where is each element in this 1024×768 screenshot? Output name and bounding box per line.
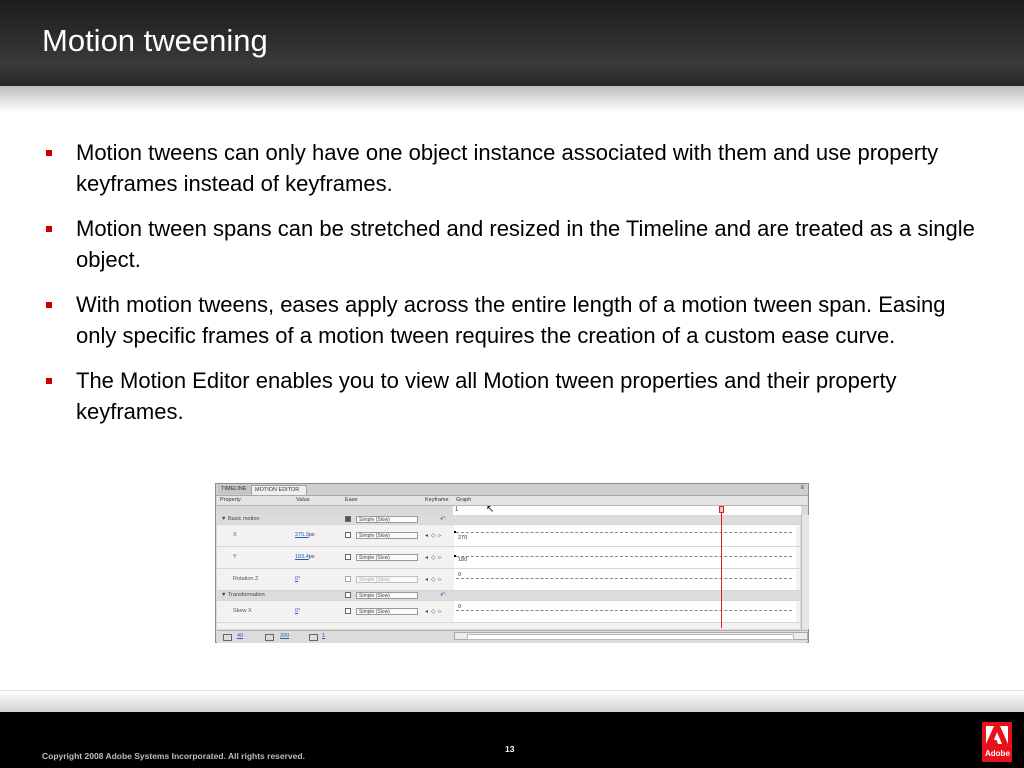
column-graph: Graph — [456, 497, 472, 503]
adobe-logo-mark-icon — [982, 722, 1012, 748]
keyframe-nav-icon[interactable]: ◂◇▹ — [425, 533, 445, 539]
property-row-x — [217, 525, 800, 547]
ease-dropdown[interactable]: Simple (Slow) — [356, 608, 418, 615]
property-value[interactable] — [295, 532, 315, 538]
graph-line — [456, 578, 792, 579]
value-unit: ° — [298, 576, 301, 582]
header-shadow — [0, 86, 1024, 112]
ease-dropdown[interactable]: Simple (Slow) — [356, 576, 418, 583]
horizontal-scrollbar[interactable] — [454, 632, 808, 640]
ease-checkbox[interactable] — [345, 554, 351, 560]
ease-dropdown[interactable]: Simple (Slow) — [356, 532, 418, 539]
frames-value[interactable]: 1 — [322, 633, 326, 639]
graph-value: 0 — [458, 604, 462, 610]
property-graph[interactable] — [454, 525, 796, 546]
property-label: Y — [233, 554, 237, 560]
motion-editor-panel — [215, 483, 809, 643]
value-number[interactable]: 0 — [295, 608, 299, 614]
bullet-text: With motion tweens, eases apply across the entire length of a motion tween span. Easing only specific frames of a motion tween requires the creation of a custom ease curve. — [76, 292, 946, 348]
property-label: Rotation Z — [233, 576, 259, 582]
panel-menu-icon[interactable]: ≡ — [800, 485, 804, 491]
graph-line — [456, 556, 792, 557]
value-number[interactable]: 275.3 — [295, 532, 309, 538]
column-ease: Ease — [345, 497, 358, 503]
bullet-marker — [46, 226, 52, 232]
property-graph[interactable] — [454, 569, 796, 590]
frames-icon — [309, 634, 318, 641]
property-graph[interactable] — [454, 601, 796, 622]
ease-checkbox[interactable] — [345, 592, 351, 598]
playhead-line — [721, 506, 722, 628]
ease-dropdown[interactable]: Simple (Slow) — [356, 516, 418, 523]
bullet-marker — [46, 378, 52, 384]
property-value[interactable] — [295, 576, 300, 582]
property-row-rotation-z — [217, 569, 800, 591]
playhead-handle[interactable] — [719, 506, 724, 513]
graph-line — [456, 610, 792, 611]
ease-checkbox[interactable] — [345, 516, 351, 522]
property-label: Skew X — [233, 608, 252, 614]
column-keyframe: Keyframe — [425, 497, 449, 503]
scrollbar-thumb[interactable] — [467, 634, 794, 640]
section-transformation[interactable] — [217, 591, 800, 601]
graph-value: 270 — [458, 535, 468, 541]
bullet-item — [46, 289, 986, 351]
vertical-scrollbar[interactable] — [801, 515, 809, 629]
footer-divider — [0, 690, 1024, 713]
editor-footer — [217, 630, 807, 643]
value-unit: px — [308, 532, 315, 538]
graph-value: 0 — [458, 572, 462, 578]
ease-checkbox[interactable] — [345, 532, 351, 538]
editor-tab-bar — [216, 484, 808, 496]
ease-checkbox[interactable] — [345, 608, 351, 614]
ease-dropdown[interactable]: Simple (Slow) — [356, 554, 418, 561]
graph-value: 180 — [458, 557, 468, 563]
page-number: 13 — [505, 744, 515, 754]
bullet-item — [46, 137, 986, 199]
ruler-frame-number: 1 — [455, 507, 459, 513]
value-unit: ° — [298, 608, 301, 614]
expanded-size-icon — [265, 634, 274, 641]
property-graph[interactable] — [454, 547, 796, 568]
column-value: Value — [296, 497, 310, 503]
bullet-item — [46, 365, 986, 427]
property-value[interactable] — [295, 608, 300, 614]
bullet-list — [46, 137, 986, 441]
column-property: Property — [220, 497, 241, 503]
value-number[interactable]: 0 — [295, 576, 299, 582]
reset-icon[interactable]: ↶ — [440, 516, 446, 523]
copyright-text: Copyright 2008 Adobe Systems Incorporated. All rights reserved. — [42, 751, 305, 761]
ease-checkbox[interactable] — [345, 576, 351, 582]
value-number[interactable]: 183.4 — [295, 554, 309, 560]
keyframe-nav-icon[interactable]: ◂◇▹ — [425, 609, 445, 615]
keyframe-nav-icon[interactable]: ◂◇▹ — [425, 577, 445, 583]
expanded-size-value[interactable]: 200 — [280, 633, 290, 639]
value-unit: px — [308, 554, 315, 560]
bullet-marker — [46, 302, 52, 308]
mouse-cursor-icon: ↖ — [486, 504, 495, 515]
property-row-y — [217, 547, 800, 569]
bullet-item — [46, 213, 986, 275]
section-basic-motion[interactable] — [217, 515, 800, 525]
property-rows — [217, 515, 800, 629]
bullet-text: Motion tweens can only have one object instance associated with them and use property keyframes instead of keyframes. — [76, 140, 939, 196]
bullet-text: The Motion Editor enables you to view all Motion tween properties and their property keyframes. — [76, 368, 897, 424]
section-label: ▼ Basic motion — [221, 516, 260, 522]
tab-timeline[interactable]: TIMELINE — [218, 485, 254, 494]
logo-text: Adobe — [985, 749, 1010, 758]
graph-line — [456, 532, 792, 533]
bullet-text: Motion tween spans can be stretched and resized in the Timeline and are treated as a single object. — [76, 216, 975, 272]
keyframe-nav-icon[interactable]: ◂◇▹ — [425, 555, 445, 561]
slide-title: Motion tweening — [42, 23, 268, 58]
property-value[interactable] — [295, 554, 315, 560]
ease-dropdown[interactable]: Simple (Slow) — [356, 592, 418, 599]
tab-motion-editor[interactable]: MOTION EDITOR — [251, 485, 307, 495]
column-header — [217, 496, 807, 506]
property-row-skew-x — [217, 601, 800, 623]
reset-icon[interactable]: ↶ — [440, 592, 446, 599]
graph-size-icon — [223, 634, 232, 641]
section-label: ▼ Transformation — [221, 592, 265, 598]
property-label: X — [233, 532, 237, 538]
bullet-marker — [46, 150, 52, 156]
graph-size-value[interactable]: 40 — [237, 633, 244, 639]
